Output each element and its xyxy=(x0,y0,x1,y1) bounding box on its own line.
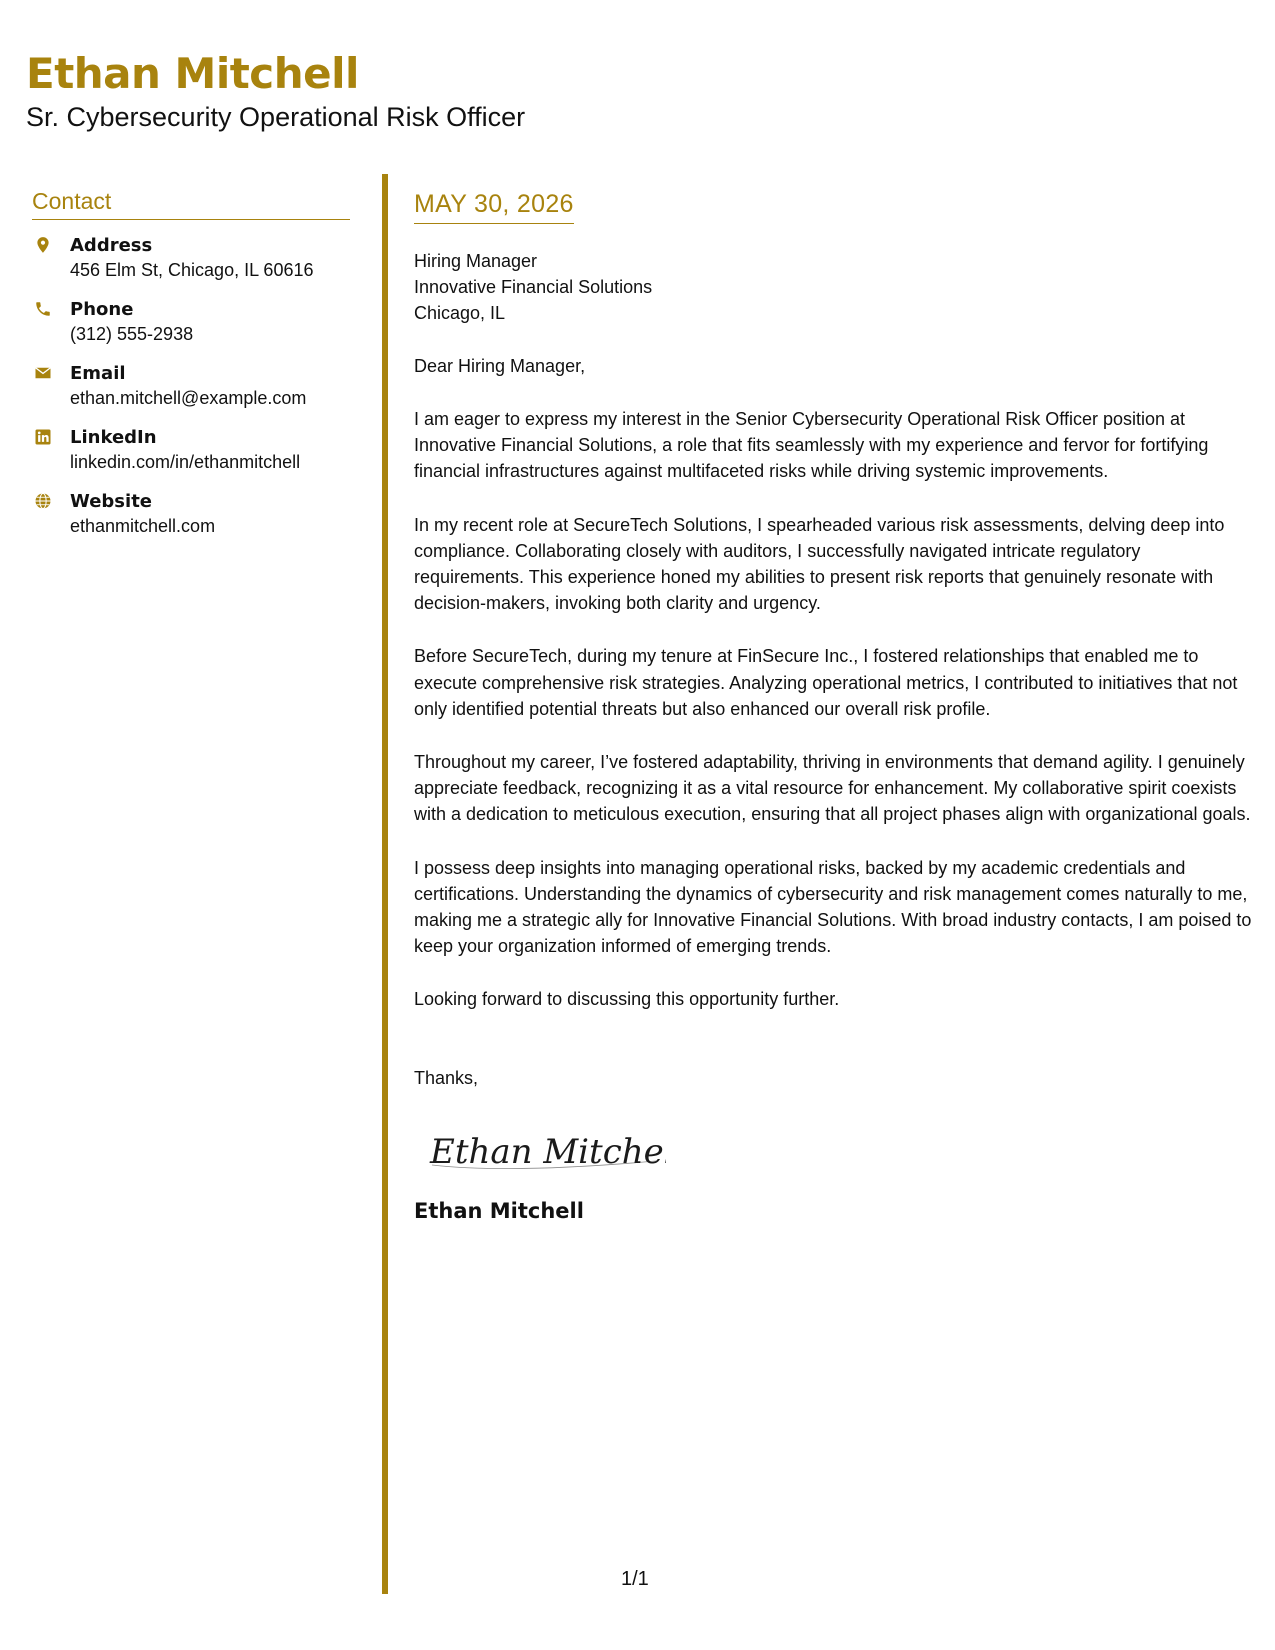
salutation: Dear Hiring Manager, xyxy=(414,356,586,376)
globe-icon xyxy=(34,492,52,510)
contact-linkedin-value[interactable]: linkedin.com/in/ethanmitchell xyxy=(70,452,301,472)
envelope-icon xyxy=(34,364,52,382)
contact-sidebar xyxy=(32,188,350,554)
letter-header xyxy=(26,48,525,134)
contact-phone-value[interactable]: (312) 555-2938 xyxy=(70,324,194,344)
contact-website xyxy=(32,490,350,538)
linkedin-icon xyxy=(34,428,52,446)
closing: Thanks, xyxy=(414,1067,479,1088)
contact-phone-label: Phone xyxy=(70,299,134,320)
contact-address-value: 456 Elm St, Chicago, IL 60616 xyxy=(70,260,314,280)
letter-paragraph: Before SecureTech, during my tenure at FinSecure Inc., I fostered relationships that enabled me to execute comprehensive risk strategies. Analyzing operational metrics, I contributed to initiatives that not only identified potential threats but also enhanced our overall risk profile. xyxy=(414,646,1238,719)
contact-linkedin xyxy=(32,426,350,474)
contact-website-value[interactable]: ethanmitchell.com xyxy=(70,516,216,536)
contact-email-value[interactable]: ethan.mitchell@example.com xyxy=(70,388,307,408)
recipient-line: Chicago, IL xyxy=(414,303,506,323)
contact-website-label: Website xyxy=(70,491,153,512)
contact-email xyxy=(32,362,350,410)
signer-name: Ethan Mitchell xyxy=(414,1198,584,1223)
contact-email-label: Email xyxy=(70,363,126,384)
applicant-title: Sr. Cybersecurity Operational Risk Officer xyxy=(26,102,526,132)
contact-heading: Contact xyxy=(32,188,350,220)
letter-paragraph: I am eager to express my interest in the Senior Cybersecurity Operational Risk Officer position at Innovative Financial Solutions, a role that fits seamlessly with my experience and fervor for fortifying financial infrastructures against multifaceted risks while driving systemic improvements. xyxy=(414,409,1209,482)
phone-icon xyxy=(34,300,52,318)
contact-phone xyxy=(32,298,350,346)
location-pin-icon xyxy=(34,236,52,254)
letter-paragraph: Throughout my career, I’ve fostered adaptability, thriving in environments that demand agility. I genuinely appreciate feedback, recognizing it as a vital resource for enhancement. My collaborative spirit coexists with a dedication to meticulous execution, ensuring that all project phases align with organizational goals. xyxy=(414,752,1251,825)
recipient-line: Hiring Manager xyxy=(414,251,538,271)
applicant-name: Ethan Mitchell xyxy=(26,49,359,98)
letter-paragraph: Looking forward to discussing this opportunity further. xyxy=(414,989,840,1010)
letter-paragraph: In my recent role at SecureTech Solutions, I spearheaded various risk assessments, delving deep into compliance. Collaborating closely with auditors, I successfully navigated intricate regulatory requirements. This experience honed my abilities to present risk reports that genuinely resonate with decision-makers, invoking both clarity and urgency. xyxy=(414,514,1225,614)
page-number: 1/1 xyxy=(621,1568,649,1590)
letter-date: MAY 30, 2026 xyxy=(414,190,574,224)
handwritten-signature xyxy=(426,1121,1254,1181)
vertical-divider xyxy=(382,174,388,1594)
recipient-line: Innovative Financial Solutions xyxy=(414,277,653,297)
signature-text: Ethan Mitchell xyxy=(430,1131,666,1172)
contact-linkedin-label: LinkedIn xyxy=(70,427,157,448)
letter-body xyxy=(414,190,1254,1223)
recipient-block xyxy=(414,248,1254,326)
contact-address xyxy=(32,234,350,282)
signature-image xyxy=(426,1121,666,1181)
letter-paragraph: I possess deep insights into managing operational risks, backed by my academic credentials and certifications. Understanding the dynamics of cybersecurity and risk management comes naturally to me, making me a strategic ally for Innovative Financial Solutions. With broad industry contacts, I am poised to keep your organization informed of emerging trends. xyxy=(414,857,1252,957)
contact-address-label: Address xyxy=(70,235,153,256)
